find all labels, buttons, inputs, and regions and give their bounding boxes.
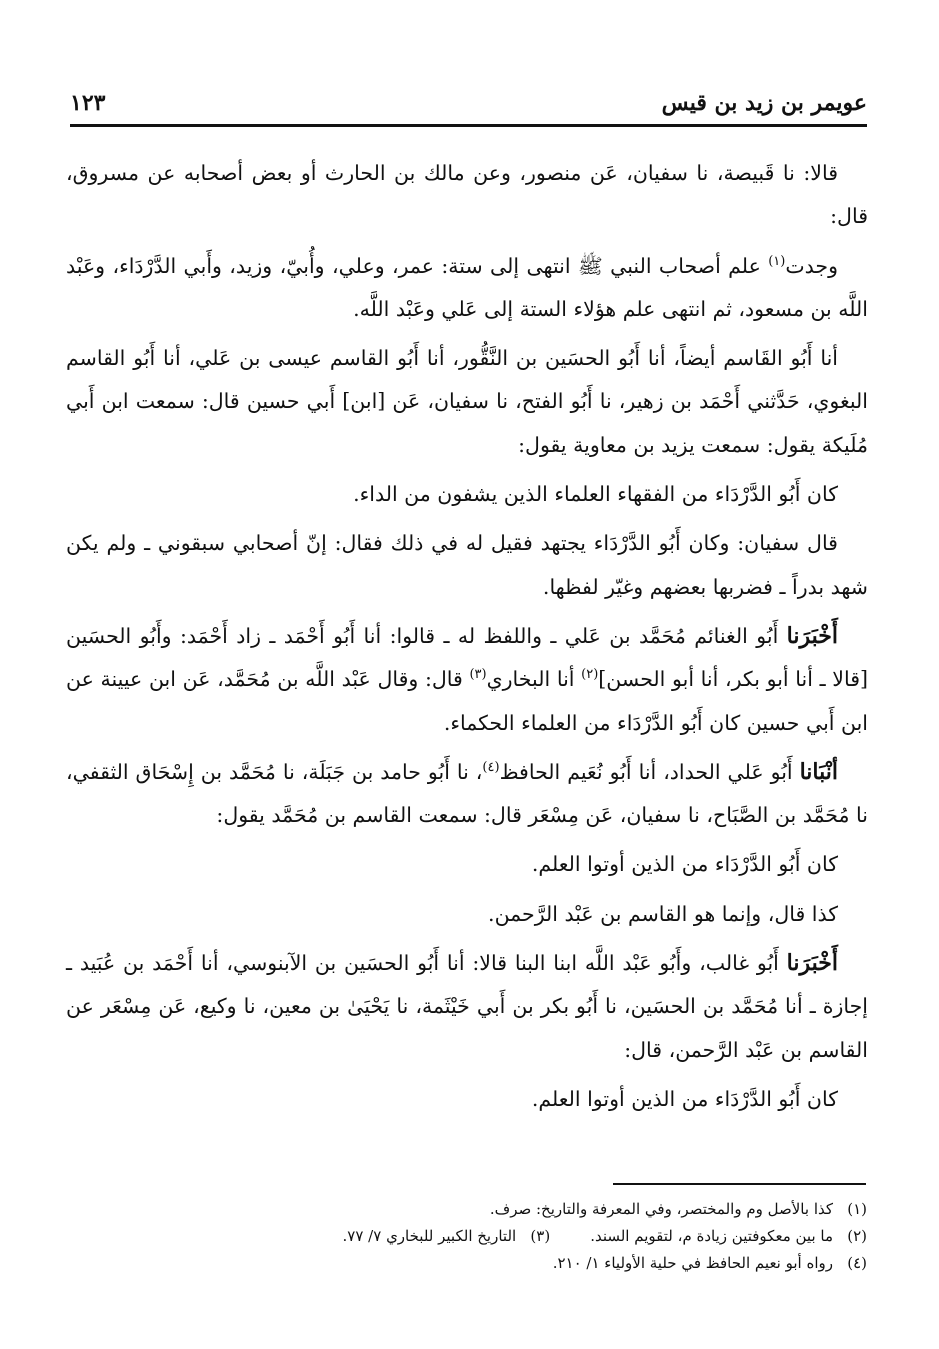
paragraph: كذا قال، وإنما هو القاسم بن عَبْد الرَّحمن. (488, 901, 838, 926)
footnotes (70, 1196, 867, 1277)
paragraph: أَخْبَرَنا أَبُو غالب، وأَبُو عَبْد اللَّه ابنا البنا قالا: أنا أَبُو الحسَين بن الآبنوسي، أنا أَحْمَد بن عُبَيد ـ إجازة ـ أنا مُحَمَّد بن الحسَين، نا أَبُو بكر بن أَبي خَيْثَمة، نا يَحْيَىٰ بن معين، نا وكيع، عَن مِسْعَر عن القاسم بن عَبْد الرَّحمن، قال: (66, 950, 868, 1062)
body-text (66, 152, 868, 1121)
page-header (70, 84, 867, 122)
footnote: (٢)ما بين معكوفتين زيادة م، لتقويم السند.(٣)التاريخ الكبير للبخاري ٧/ ٧٧. (342, 1227, 867, 1245)
paragraph: كان أَبُو الدَّرْدَاء من الذين أوتوا العلم. (531, 852, 838, 877)
paragraph: قالا: نا قَبيصة، نا سفيان، عَن منصور، وعن مالك بن الحارث أو بعض أصحابه عن مسروق، قال: (66, 161, 868, 229)
paragraph: وجدت$^{(١)}$ علم أصحاب النبي ﷺ انتهى إلى ستة: عمر، وعلي، وأُبيّ، وزيد، وأَبي الدَّرْدَاء، وعَبْد اللَّه بن مسعود، ثم انتهى علم هؤلاء الستة إلى عَلي وعَبْد اللَّه. (66, 253, 868, 321)
paragraph: كان أَبُو الدَّرْدَاء من الفقهاء العلماء الذين يشفون من الداء. (353, 482, 838, 507)
footnote-ref: (١) (768, 253, 786, 269)
footnote-rule (613, 1183, 866, 1185)
paragraph: أنا أَبُو القَاسم أيضاً، أنا أَبُو الحسَين بن النَّقُّور، أنا أَبُو القاسم عيسى بن عَلي، أنا أَبُو القاسم البغوي، حَدَّثني أَحْمَد بن زهير، نا أَبُو الفتح، نا سفيان، عَن [ابن] أَبي حسين قال: سمعت ابن أَبي مُلَيكة يقول: سمعت يزيد بن معاوية يقول: (66, 346, 868, 457)
paragraph: أنْبَانا أَبُو عَلي الحداد، أنا أَبُو نُعَيم الحافظ$^{(٤)}$، نا أَبُو حامد بن جَبَلَة، نا مُحَمَّد بن إِسْحَاق الثقفي، نا مُحَمَّد بن الصَّبَاح، نا سفيان، عَن مِسْعَر قال: سمعت القاسم بن مُحَمَّد يقول: (66, 758, 868, 828)
transmission-lead: أنْبَانا (799, 758, 838, 785)
running-title: عويمر بن زيد بن قيس (661, 90, 867, 116)
page-number: ١٢٣ (70, 90, 106, 116)
header-rule (70, 124, 867, 127)
footnote-ref: (٤) (482, 760, 500, 776)
footnote: (٤)رواه أبو نعيم الحافظ في حلية الأولياء ١/ ٢١٠. (552, 1254, 867, 1272)
transmission-lead: أَخْبَرَنا (786, 950, 838, 977)
paragraph: قال سفيان: وكان أَبُو الدَّرْدَاء يجتهد فقيل له في ذلك فقال: إنّ أصحابي سبقوني ـ ولم يكن شهد بدراً ـ فضربها بعضهم وغيّر لفظها. (66, 531, 868, 599)
transmission-lead: أَخْبَرَنا (786, 622, 838, 649)
paragraph: كان أَبُو الدَّرْدَاء من الذين أوتوا العلم. (531, 1086, 838, 1111)
footnote: (١)كذا بالأصل وم والمختصر، وفي المعرفة والتاريخ: صرف. (489, 1200, 867, 1218)
footnote-ref: (٢) (581, 667, 599, 683)
footnote-ref: (٣) (469, 667, 487, 683)
paragraph: أَخْبَرَنا أَبُو الغنائم مُحَمَّد بن عَلي ـ واللفظ له ـ قالوا: أنا أَبُو أَحْمَد ـ زاد أَحْمَد: وأَبُو الحسَين [قالا ـ أنا أبو بكر، أنا أبو الحسن]$^{(٢)}$ أنا البخاري$^{(٣)}$ قال: وقال عَبْد اللَّه بن مُحَمَّد، عَن ابن عيينة عن ابن أَبي حسين كان أَبُو الدَّرْدَاء من العلماء الحكماء. (66, 622, 869, 735)
